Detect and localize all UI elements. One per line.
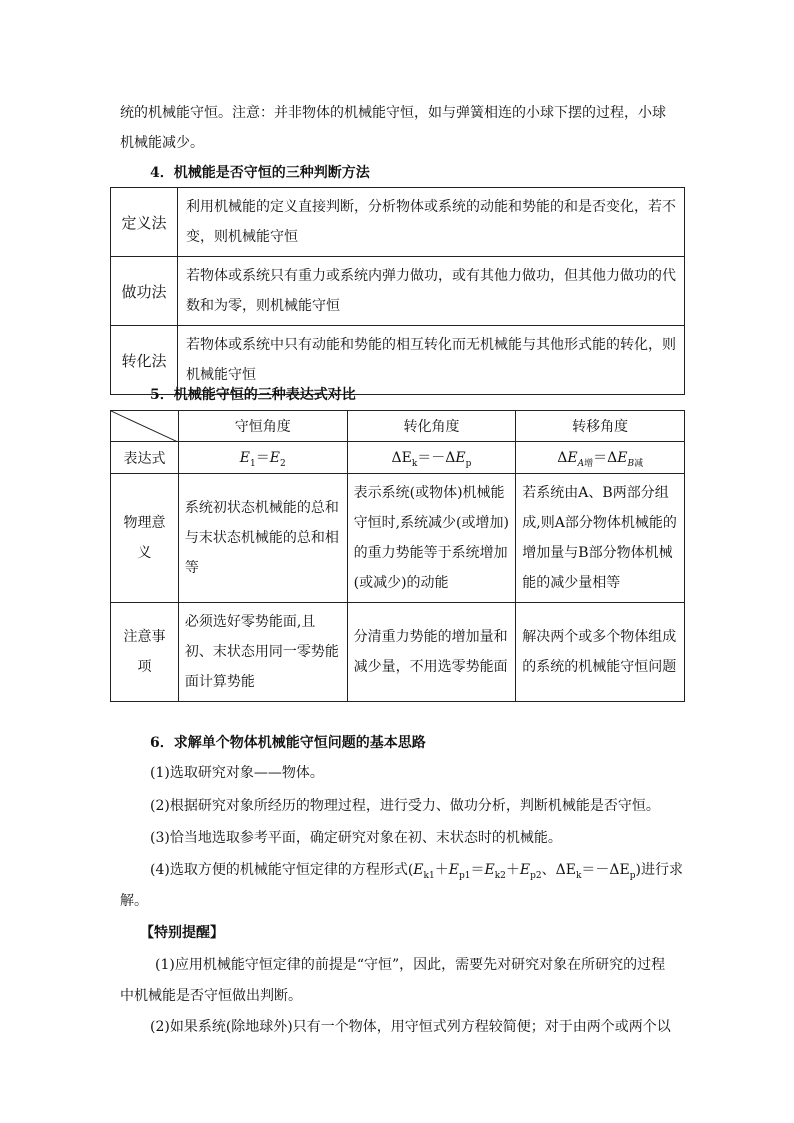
meaning-cell: 若系统由A、B两部分组成,则A部分物体机械能的增加量与B部分物体机械能的减少量相等 [516, 474, 685, 603]
table-header-row [111, 411, 685, 442]
table-row [111, 474, 685, 603]
step-1: (1)选取研究对象——物体。 [150, 765, 324, 781]
method-desc: 若物体或系统中只有动能和势能的相互转化而无机械能与其他形式能的转化，则机械能守恒 [178, 326, 685, 395]
diagonal-line [111, 411, 178, 442]
table-row [111, 603, 685, 702]
method-name: 定义法 [111, 188, 178, 257]
notes-cell: 解决两个或多个物体组成的系统的机械能守恒问题 [516, 603, 685, 702]
diagonal-header-cell [111, 411, 179, 442]
step-4-formula: $E_{k1}+E_{p1}=E_{k2}+E_{p2}$、$\Delta E_k=-\Delta E_p$ [413, 862, 636, 881]
step-2: (2)根据研究对象所经历的物理过程，进行受力、做功分析，判断机械能是否守恒。 [150, 798, 660, 814]
column-header: 守恒角度 [178, 411, 347, 442]
section5-heading: 5．机械能守恒的三种表达式对比 [150, 387, 356, 403]
method-desc: 利用机械能的定义直接判断，分析物体或系统的动能和势能的和是否变化，若不变，则机械能守恒 [178, 188, 685, 257]
hint-para1-line2: 中机械能是否守恒做出判断。 [120, 988, 302, 1004]
step-4-suffix: )进行求 [635, 862, 683, 878]
meaning-cell: 表示系统(或物体)机械能守恒时,系统减少(或增加)的重力势能等于系统增加(或减少)的动能 [347, 474, 516, 603]
formula-transfer: $\Delta E_{A增}=\Delta E_{B减}$ [516, 442, 685, 474]
hint-para1-line1: (1)应用机械能守恒定律的前提是“守恒”，因此，需要先对研究对象在所研究的过程 [155, 957, 666, 973]
row-label: 注意事项 [111, 603, 179, 702]
hint-para2-line1: (2)如果系统(除地球外)只有一个物体，用守恒式列方程较简便；对于由两个或两个以 [150, 1019, 671, 1035]
column-header: 转化角度 [347, 411, 516, 442]
section6-heading: 6．求解单个物体机械能守恒问题的基本思路 [150, 735, 426, 751]
row-label: 物理意义 [111, 474, 179, 603]
method-desc: 若物体或系统只有重力或系统内弹力做功，或有其他力做功，但其他力做功的代数和为零，则机械能守恒 [178, 257, 685, 326]
judgement-methods-table [110, 187, 685, 395]
section4-heading: 4．机械能是否守恒的三种判断方法 [150, 165, 370, 181]
step-4-line-2: 解。 [120, 893, 148, 909]
method-name: 做功法 [111, 257, 178, 326]
notes-cell: 必须选好零势能面,且初、末状态用同一零势能面计算势能 [178, 603, 347, 702]
table-row [111, 257, 685, 326]
method-name: 转化法 [111, 326, 178, 395]
step-3: (3)恰当地选取参考平面，确定研究对象在初、末状态时的机械能。 [150, 830, 562, 846]
table-row [111, 188, 685, 257]
formula-conservation: $E_1=E_2$ [178, 442, 347, 474]
formula-conversion: $\Delta E_k=-\Delta E_p$ [347, 442, 516, 474]
intro-line-2: 机械能减少。 [120, 135, 204, 151]
hint-title: 【特别提醒】 [140, 925, 224, 941]
step-4 [150, 860, 683, 886]
intro-line-1: 统的机械能守恒。注意：并非物体的机械能守恒，如与弹簧相连的小球下摆的过程，小球 [120, 105, 666, 121]
notes-cell: 分清重力势能的增加量和减少量，不用选零势能面 [347, 603, 516, 702]
column-header: 转移角度 [516, 411, 685, 442]
table-row [111, 442, 685, 474]
row-label: 表达式 [111, 442, 179, 474]
meaning-cell: 系统初状态机械能的总和与末状态机械能的总和相等 [178, 474, 347, 603]
step-4-prefix: (4)选取方便的机械能守恒定律的方程形式( [150, 862, 414, 878]
expression-comparison-table [110, 410, 685, 702]
